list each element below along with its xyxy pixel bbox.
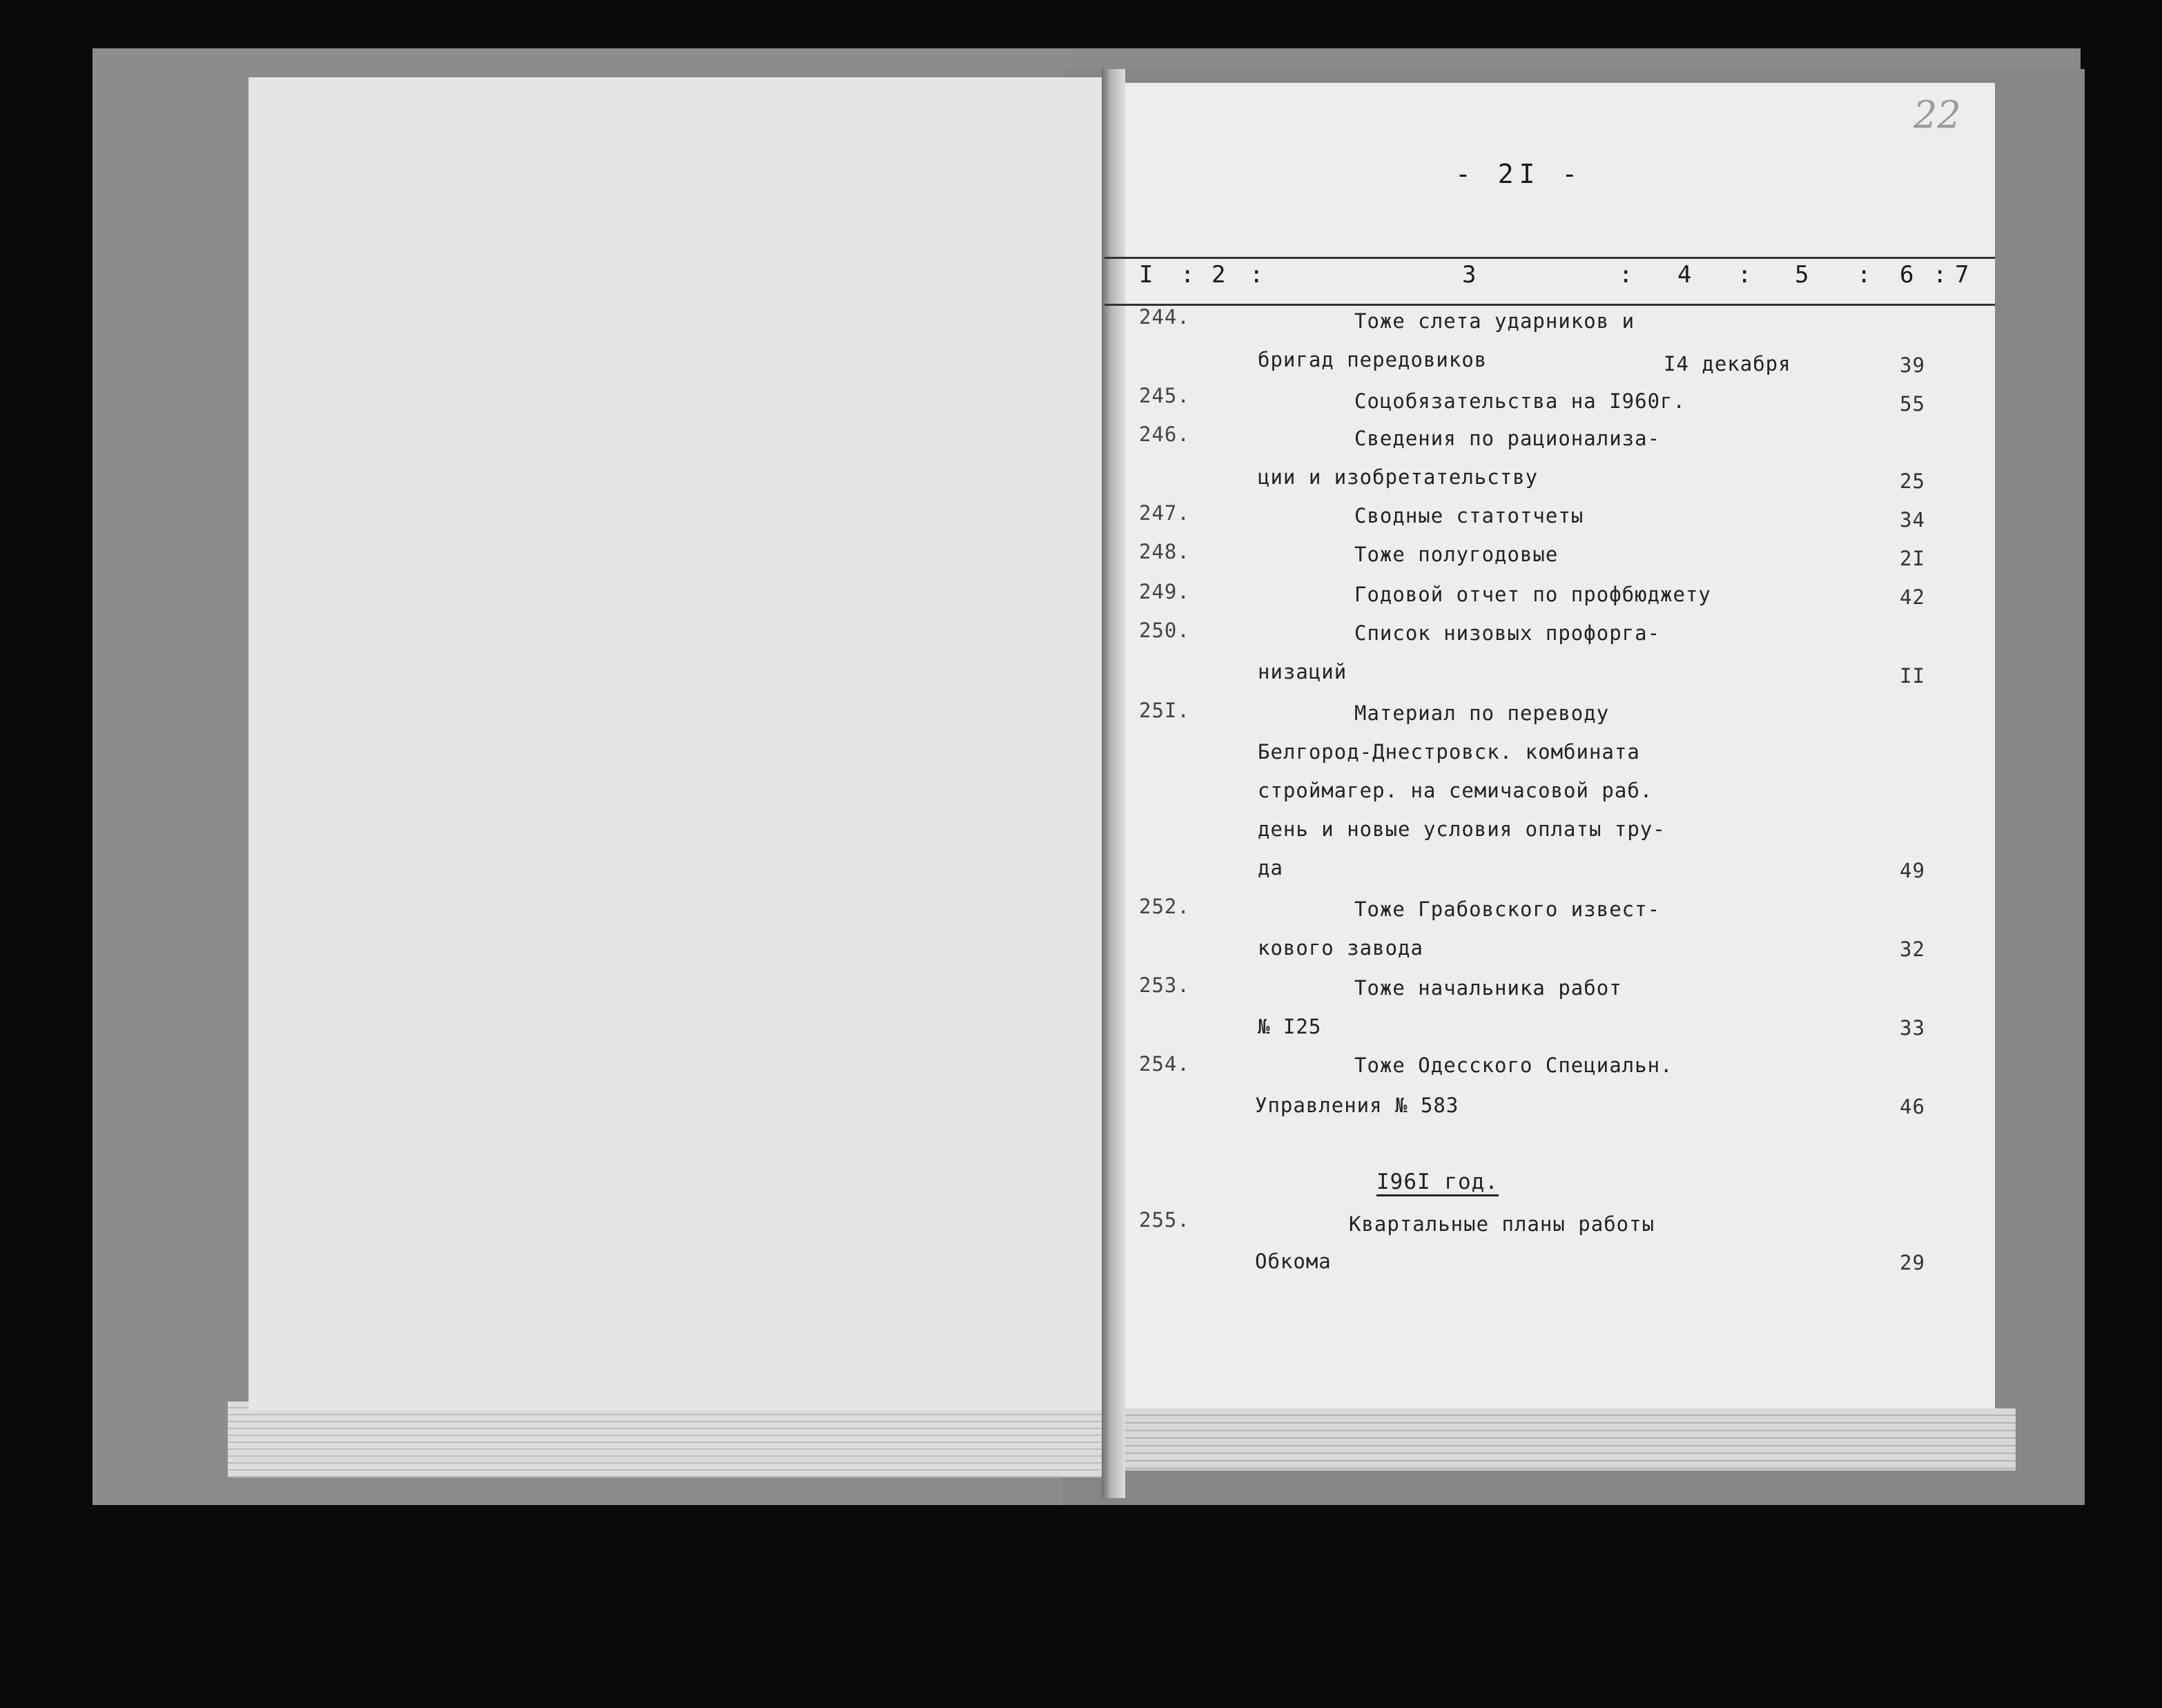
entry-title-line: Список низовых профорга-	[1354, 621, 1661, 645]
entry-title-line: Тоже Одесского Специальн.	[1354, 1054, 1673, 1077]
entry-sheet-count: 2I	[1900, 547, 1925, 570]
left-page-stack-edges	[228, 1401, 1104, 1477]
column-header-1: I	[1139, 261, 1153, 289]
entry-title-line: Обкома	[1255, 1250, 1332, 1273]
book-gutter	[1102, 69, 1125, 1498]
entry-title-line: Тоже Грабовского извест-	[1354, 897, 1661, 921]
entry-sheet-count: 49	[1900, 859, 1925, 882]
entry-sheet-count: 25	[1900, 469, 1925, 493]
entry-title-line: Сведения по рационализа-	[1354, 427, 1661, 450]
column-header-6: 6	[1900, 261, 1914, 289]
column-header-2: 2	[1211, 261, 1226, 289]
entry-title-line: ции и изобретательству	[1258, 465, 1539, 489]
entry-title-line: Сводные статотчеты	[1354, 504, 1584, 527]
entry-sheet-count: 55	[1900, 392, 1925, 416]
entry-number: 244.	[1139, 305, 1190, 329]
column-separator: :	[1619, 261, 1633, 289]
column-separator: :	[1933, 261, 1947, 289]
column-separator: :	[1180, 261, 1195, 289]
entry-title-line: кового завода	[1258, 936, 1423, 960]
table-header-rule-top	[1104, 257, 1995, 259]
entry-number: 25I.	[1139, 699, 1190, 722]
entry-sheet-count: 29	[1900, 1251, 1925, 1274]
entry-number: 246.	[1139, 423, 1190, 446]
entry-title-line: Квартальные планы работы	[1349, 1212, 1655, 1236]
entry-title-line: бригад передовиков	[1258, 348, 1488, 371]
column-separator: :	[1249, 261, 1264, 289]
entry-date: I4 декабря	[1664, 352, 1791, 376]
column-separator: :	[1857, 261, 1871, 289]
right-page-stack-edges	[1125, 1408, 2016, 1471]
entry-number: 249.	[1139, 580, 1190, 603]
entry-sheet-count: 46	[1900, 1095, 1925, 1118]
column-header-5: 5	[1795, 261, 1809, 289]
blank-left-page	[249, 77, 1109, 1410]
archive-sheet-number: 22	[1913, 93, 1961, 137]
entry-title-line: Годовой отчет по профбюджету	[1354, 583, 1711, 606]
entry-number: 245.	[1139, 384, 1190, 407]
year-heading: I96I год.	[1376, 1170, 1499, 1194]
entry-sheet-count: 32	[1900, 938, 1925, 961]
entry-sheet-count: 42	[1900, 585, 1925, 609]
entry-title-line: Тоже начальника работ	[1354, 976, 1622, 1000]
column-separator: :	[1737, 261, 1752, 289]
entry-number: 254.	[1139, 1052, 1190, 1076]
entry-number: 253.	[1139, 973, 1190, 997]
entry-title-line: Материал по переводу	[1354, 701, 1610, 725]
entry-number: 247.	[1139, 501, 1190, 525]
column-header-3: 3	[1462, 261, 1477, 289]
entry-number: 252.	[1139, 895, 1190, 918]
entry-sheet-count: 34	[1900, 508, 1925, 532]
table-header-rule-bottom	[1104, 304, 1995, 306]
entry-title-line: Управления № 583	[1255, 1094, 1459, 1117]
page-number: - 2I -	[1455, 159, 1584, 189]
entry-title-line: день и новые условия оплаты тру-	[1258, 817, 1666, 841]
entry-title-line: Соцобязательства на I960г.	[1354, 389, 1686, 413]
entry-number: 255.	[1139, 1208, 1190, 1232]
entry-title-line: Тоже полугодовые	[1354, 543, 1559, 566]
column-header-4: 4	[1677, 261, 1692, 289]
entry-title-line: Тоже слета ударников и	[1354, 309, 1635, 333]
entry-title-line: № I25	[1258, 1015, 1322, 1038]
entry-title-line: да	[1258, 856, 1283, 880]
entry-title-line: Белгород-Днестровск. комбината	[1258, 740, 1640, 764]
column-header-7: 7	[1955, 261, 1969, 289]
entry-sheet-count: II	[1900, 664, 1925, 688]
entry-number: 250.	[1139, 619, 1190, 642]
entry-title-line: строймагер. на семичасовой раб.	[1258, 779, 1653, 802]
entry-number: 248.	[1139, 540, 1190, 563]
entry-title-line: низаций	[1258, 660, 1347, 683]
entry-sheet-count: 33	[1900, 1016, 1925, 1040]
entry-sheet-count: 39	[1900, 353, 1925, 377]
